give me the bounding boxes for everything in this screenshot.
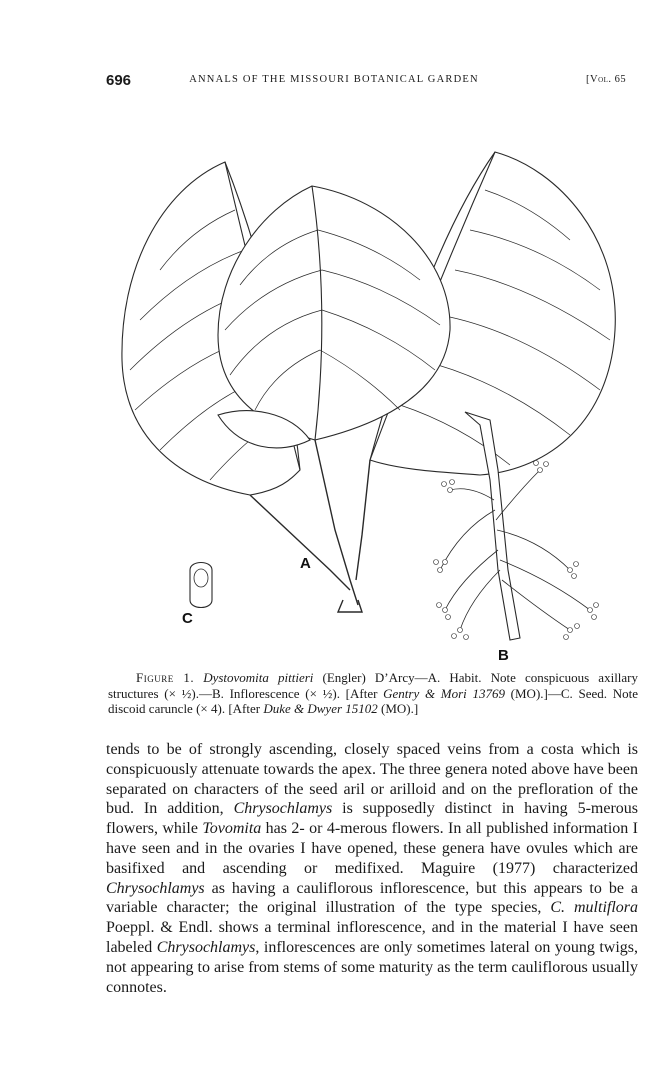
volume-label: [Vol. 65 — [586, 74, 627, 85]
seed-c — [190, 563, 212, 608]
figure-caption — [108, 670, 638, 717]
figure-label: Figure 1. — [136, 670, 195, 685]
running-header — [0, 72, 668, 92]
genus-chrysochlamys-2: Chrysochlamys — [106, 879, 205, 897]
body-text-2: is supposedly distinct in having 5-merous flowers, while — [106, 800, 639, 838]
caption-text-3: (MO).] — [377, 701, 419, 716]
page-number: 696 — [106, 72, 132, 89]
collector-2: Duke & Dwyer 15102 — [263, 701, 378, 716]
caption-text-1: (Engler) D’Arcy—A. Habit. Note conspicuous axillary structures (× ½).—B. Inflorescence (× ½). [After — [108, 670, 639, 701]
caption-text-2: (MO).]—C. Seed. Note discoid caruncle (× 4). [After — [108, 685, 638, 716]
genus-chrysochlamys-3: Chrysochlamys — [156, 938, 256, 956]
body-text-3: has 2- or 4-merous flowers. In all published information I have seen and in the ovaries I have opened, these genera have ovules which are basifixed and ascending or medifixed. Maguire (1977) characterized — [106, 820, 638, 877]
panel-label-b: B — [498, 647, 509, 662]
body-paragraph — [106, 740, 638, 997]
species-c-multiflora: C. multiflora — [550, 899, 639, 917]
body-text-5: Poeppl. & Endl. shows a terminal inflorescence, and in the material I have seen labeled — [106, 919, 638, 956]
panel-label-c: C — [182, 610, 193, 627]
taxon-name: Dystovomita pittieri — [203, 670, 314, 685]
collector-1: Gentry & Mori 13769 — [383, 685, 505, 701]
botanical-illustration — [100, 150, 620, 662]
running-title: ANNALS OF THE MISSOURI BOTANICAL GARDEN — [189, 74, 479, 85]
genus-tovomita: Tovomita — [202, 820, 262, 838]
body-text-6: , inflorescences are only sometimes lateral on young twigs, not appearing to arise from stems of some maturity as the term cauliflorous usually connotes. — [106, 938, 639, 996]
body-text-4: as having a cauliflorous inflorescence, but this appears to be a variable character; the original illustration of the type species, — [106, 879, 638, 917]
genus-chrysochlamys-1: Chrysochlamys — [233, 800, 333, 818]
body-text-1: tends to be of strongly ascending, closely spaced veins from a costa which is conspicuously attenuate towards the apex. The three genera noted above have been separated on characters of the seed aril or arilloid and on the prefloration of the bud. In addition, — [106, 741, 638, 818]
panel-label-a: A — [300, 555, 311, 572]
